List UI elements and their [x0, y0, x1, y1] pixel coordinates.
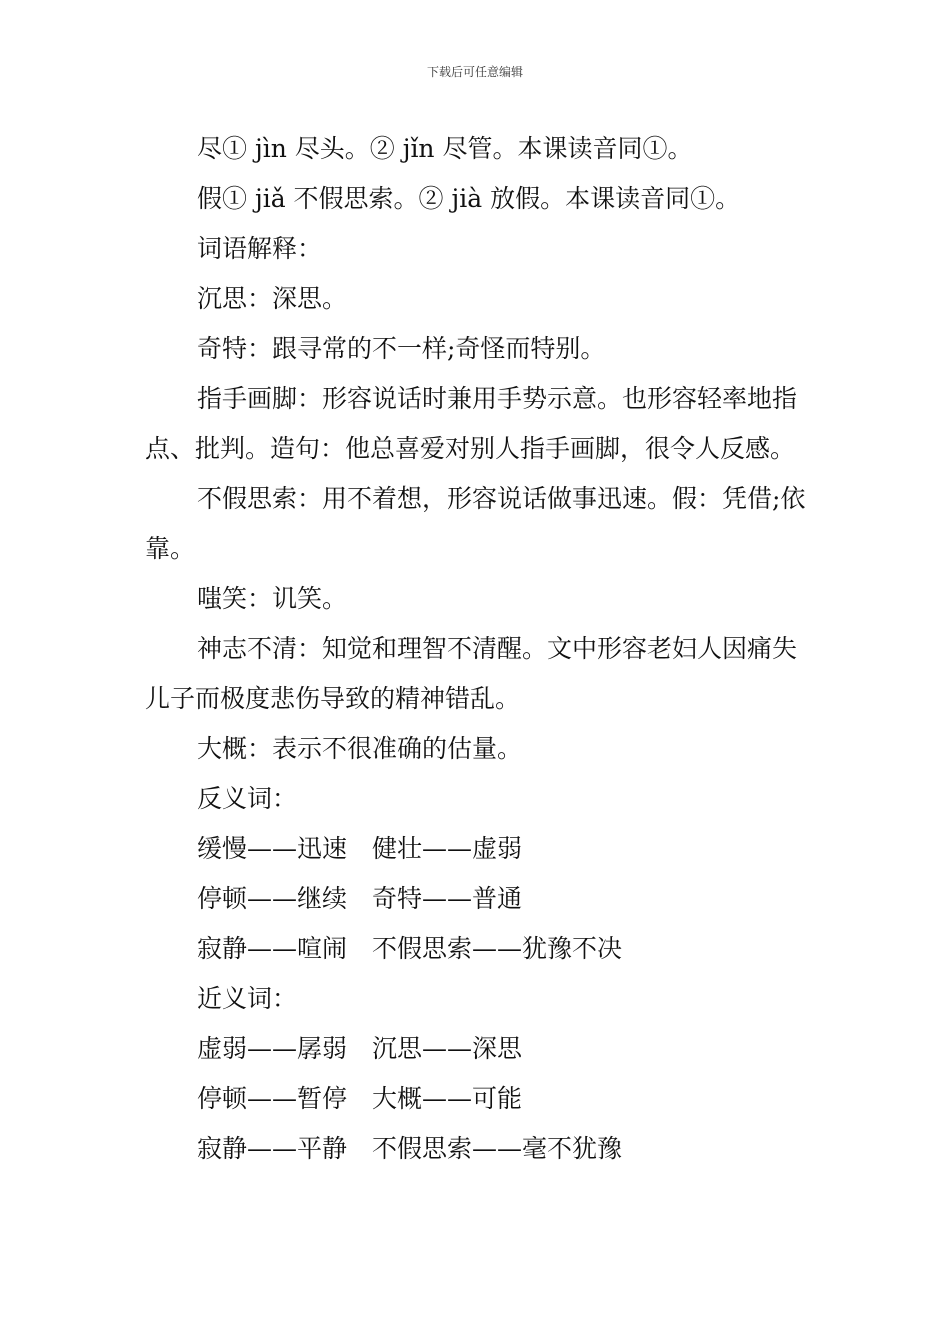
definition-bujiasisuo: 不假思索：用不着想，形容说话做事迅速。假：凭借;依靠。: [145, 484, 806, 563]
section-heading-synonyms: 近义词：: [197, 984, 298, 1013]
paragraph-pronunciation-jia: 假① jiǎ 不假思索。② jià 放假。本课读音同①。: [197, 184, 741, 213]
synonym-pair-row: 寂静——平静 不假思索——毫不犹豫: [197, 1134, 623, 1163]
definition-zhishouhuajiao: 指手画脚：形容说话时兼用手势示意。也形容轻率地指点、批判。造句：他总喜爱对别人指手画脚，很令人反感。: [145, 384, 798, 463]
definition-qite: 奇特：跟寻常的不一样;奇怪而特别。: [197, 334, 606, 363]
definition-chensi: 沉思：深思。: [197, 284, 348, 313]
antonym-pair-row: 停顿——继续 奇特——普通: [197, 884, 523, 913]
antonym-pair-row: 寂静——喧闹 不假思索——犹豫不决: [197, 934, 623, 963]
document-body: [145, 124, 810, 1174]
paragraph-pronunciation-jin: 尽① jìn 尽头。② jǐn 尽管。本课读音同①。: [197, 134, 693, 163]
definition-shenzhibuqing: 神志不清：知觉和理智不清醒。文中形容老妇人因痛失儿子而极度悲伤导致的精神错乱。: [145, 634, 798, 713]
synonym-pair-row: 虚弱——孱弱 沉思——深思: [197, 1034, 523, 1063]
definition-dagai: 大概：表示不很准确的估量。: [197, 734, 523, 763]
synonym-pair-row: 停顿——暂停 大概——可能: [197, 1084, 523, 1113]
page-header: 下载后可任意编辑: [426, 65, 523, 79]
section-heading-antonyms: 反义词：: [197, 784, 298, 813]
section-heading-word-explanations: 词语解释：: [197, 234, 323, 263]
definition-chixiao: 嗤笑：讥笑。: [197, 584, 348, 613]
antonym-pair-row: 缓慢——迅速 健壮——虚弱: [197, 834, 523, 863]
